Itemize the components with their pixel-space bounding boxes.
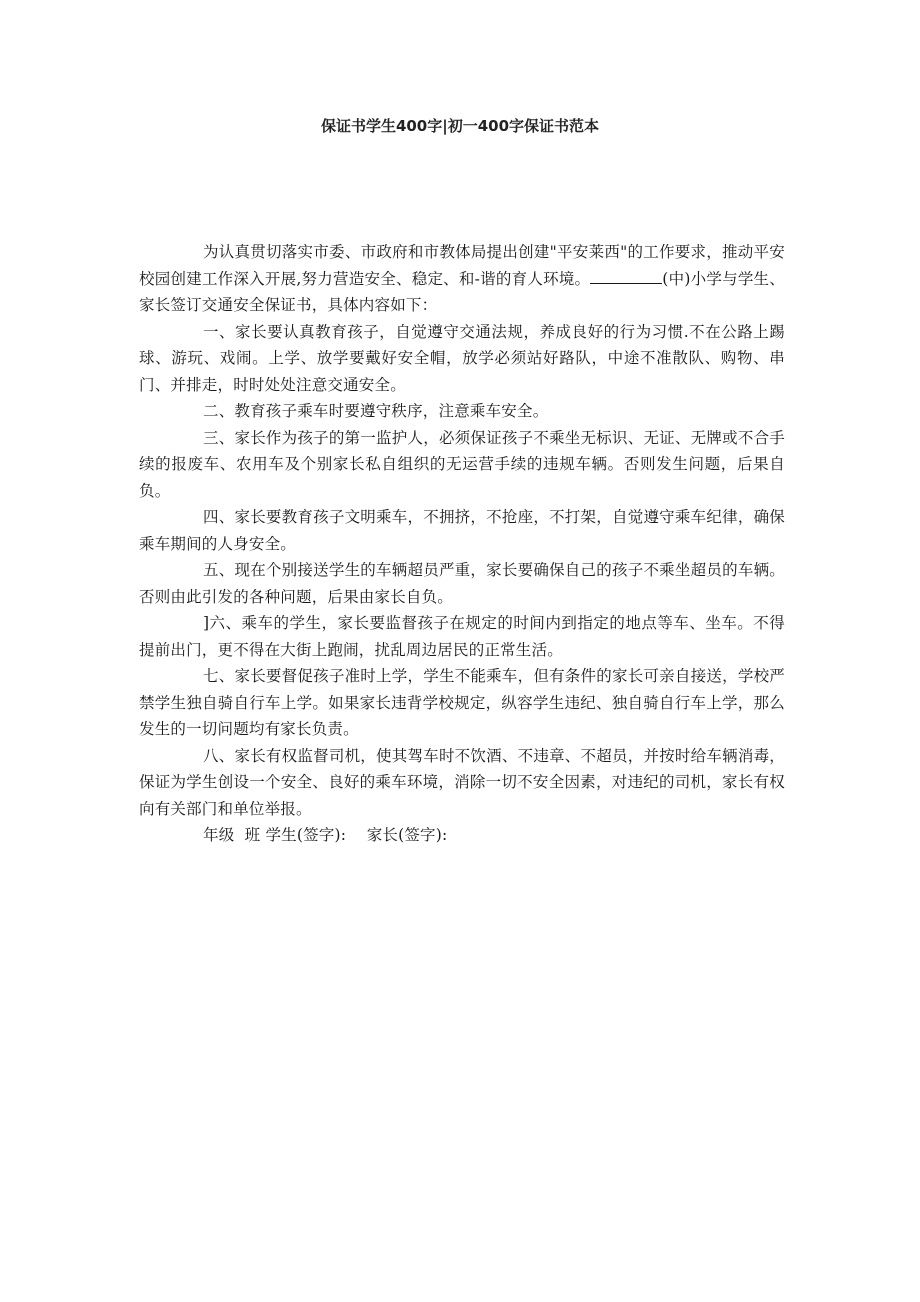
document-body [139, 239, 785, 849]
school-name-blank [590, 269, 662, 284]
intro-text-before-blank: 为认真贯切落实市委、市政府和市教体局提出创建"平安莱西"的工作要求，推动平安校园创建工作深入开展,努力营造安全、稳定、和-谐的育人环境。 [139, 243, 785, 288]
clause-8: 八、家长有权监督司机，使其驾车时不饮酒、不违章、不超员，并按时给车辆消毒，保证为学生创设一个安全、良好的乘车环境，消除一切不安全因素，对违纪的司机，家长有权向有关部门和单位举报。 [139, 746, 785, 818]
document-title: 保证书学生400字|初一400字保证书范本 [320, 117, 600, 135]
clause-1: 一、家长要认真教育孩子，自觉遵守交通法规，养成良好的行为习惯.不在公路上踢球、游玩、戏闹。上学、放学要戴好安全帽，放学必须站好路队，中途不准散队、购物、串门、并排走，时时处处注意交通安全。 [139, 322, 785, 394]
clause-7: 七、家长要督促孩子准时上学，学生不能乘车，但有条件的家长可亲自接送，学校严禁学生独自骑自行车上学。如果家长违背学校规定，纵容学生违纪、独自骑自行车上学，那么发生的一切问题均有家长负责。 [139, 667, 785, 738]
signature-line: 年级 班 学生(签字): 家长(签字): [203, 826, 448, 844]
clause-2: 二、教育孩子乘车时要遵守秩序，注意乘车安全。 [203, 402, 549, 420]
clause-6: ]六、乘车的学生，家长要监督孩子在规定的时间内到指定的地点等车、坐车。不得提前出门，更不得在大街上跑闹，扰乱周边居民的正常生活。 [139, 614, 785, 659]
clause-5: 五、现在个别接送学生的车辆超员严重，家长要确保自己的孩子不乘坐超员的车辆。否则由此引发的各种问题，后果由家长自负。 [139, 561, 785, 606]
clause-3: 三、家长作为孩子的第一监护人，必须保证孩子不乘坐无标识、无证、无牌或不合手续的报废车、农用车及个别家长私自组织的无运营手续的违规车辆。否则发生问题，后果自负。 [139, 428, 785, 500]
clause-4: 四、家长要教育孩子文明乘车，不拥挤，不抢座，不打架，自觉遵守乘车纪律，确保乘车期间的人身安全。 [139, 508, 785, 553]
intro-text-after-blank: (中)小学与学生、家长签订交通安全保证书，具体内容如下： [139, 269, 785, 314]
intro-paragraph [139, 239, 785, 319]
